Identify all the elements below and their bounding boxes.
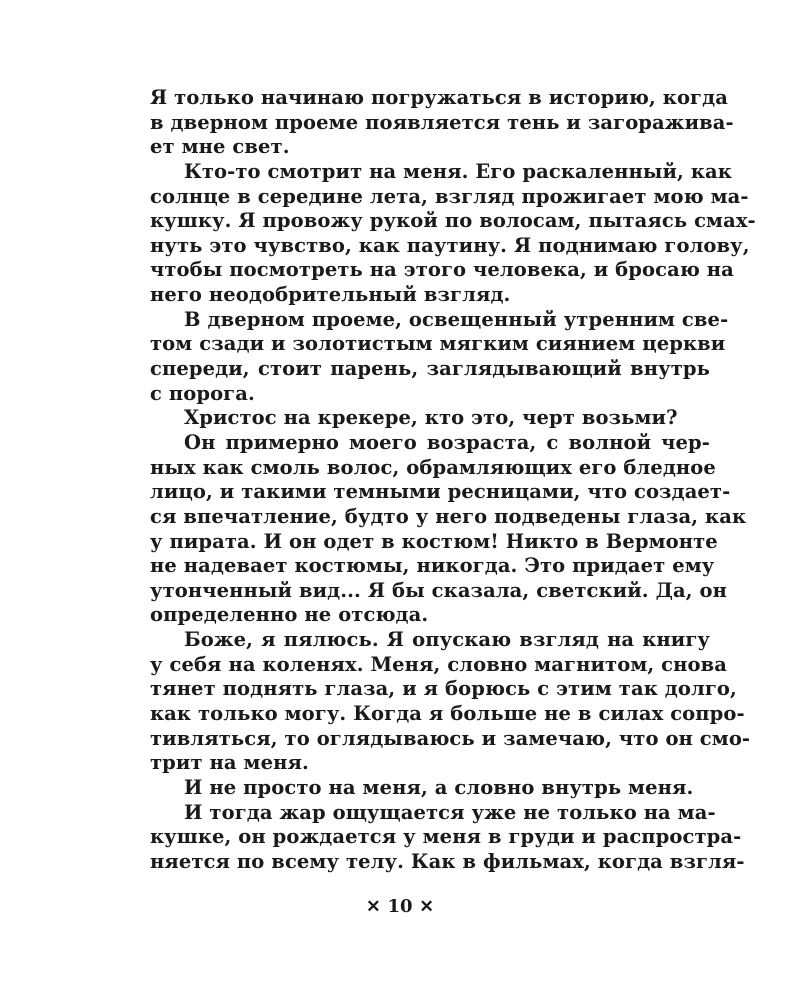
- text-line: спереди, стоит парень, заглядывающий внутрь: [150, 357, 710, 381]
- text-line: И тогда жар ощущается уже не только на ма-: [184, 800, 716, 824]
- text-line: ных как смоль волос, обрамляющих его бледное: [150, 455, 716, 479]
- text-line: не надевает костюмы, никогда. Это придает ему: [150, 554, 715, 578]
- page-number: 10: [387, 896, 413, 917]
- text-line: как только могу. Когда я больше не в силах сопро-: [150, 702, 745, 726]
- text-line: кушке, он рождается у меня в груди и распростра-: [150, 825, 742, 849]
- text-line: тивляться, то оглядываюсь и замечаю, что он смо-: [150, 726, 751, 750]
- text-line: у себя на коленях. Меня, словно магнитом, снова: [150, 652, 727, 676]
- text-line: Христос на крекере, кто это, черт возьми?: [184, 406, 678, 430]
- text-line: Кто-то смотрит на меня. Его раскаленный, как: [184, 159, 732, 183]
- text-line: чтобы посмотреть на этого человека, и бросаю на: [150, 258, 734, 282]
- text-line: него неодобрительный взгляд.: [150, 283, 511, 307]
- page-footer: [0, 896, 800, 918]
- text-line: Он примерно моего возраста, с волной чер-: [184, 430, 710, 454]
- text-line: трит на меня.: [150, 751, 309, 775]
- text-line: у пирата. И он одет в костюм! Никто в Вермонте: [150, 529, 718, 553]
- text-line: определенно не отсюда.: [150, 603, 429, 627]
- text-line: Я только начинаю погружаться в историю, когда: [150, 86, 728, 109]
- text-line: ся впечатление, будто у него подведены глаза, как: [150, 504, 747, 528]
- folio-ornament-right: ✕: [419, 897, 434, 917]
- text-line: с порога.: [150, 381, 255, 405]
- folio-ornament-left: ✕: [366, 897, 381, 917]
- text-line: нуть это чувство, как паутину. Я поднимаю голову,: [150, 233, 750, 257]
- text-line: ет мне свет.: [150, 135, 290, 159]
- text-line: кушку. Я провожу рукой по волосам, пытаясь смах-: [150, 209, 756, 233]
- text-line: утонченный вид... Я бы сказала, светский. Да, он: [150, 578, 727, 602]
- text-line: солнце в середине лета, взгляд прожигает мою ма-: [150, 184, 749, 208]
- text-line: лицо, и такими темными ресницами, что создает-: [150, 480, 731, 504]
- text-line: И не просто на меня, а словно внутрь меня.: [184, 775, 694, 799]
- text-line: В дверном проеме, освещенный утренним све-: [184, 307, 729, 331]
- text-line: Боже, я пялюсь. Я опускаю взгляд на книгу: [184, 628, 710, 652]
- body-text: [150, 86, 756, 875]
- text-line: тянет поднять глаза, и я борюсь с этим так долго,: [150, 677, 737, 701]
- text-line: няется по всему телу. Как в фильмах, когда взгля-: [150, 849, 745, 873]
- text-line: том сзади и золотистым мягким сиянием церкви: [150, 332, 726, 356]
- text-line: в дверном проеме появляется тень и загоражива-: [150, 110, 734, 134]
